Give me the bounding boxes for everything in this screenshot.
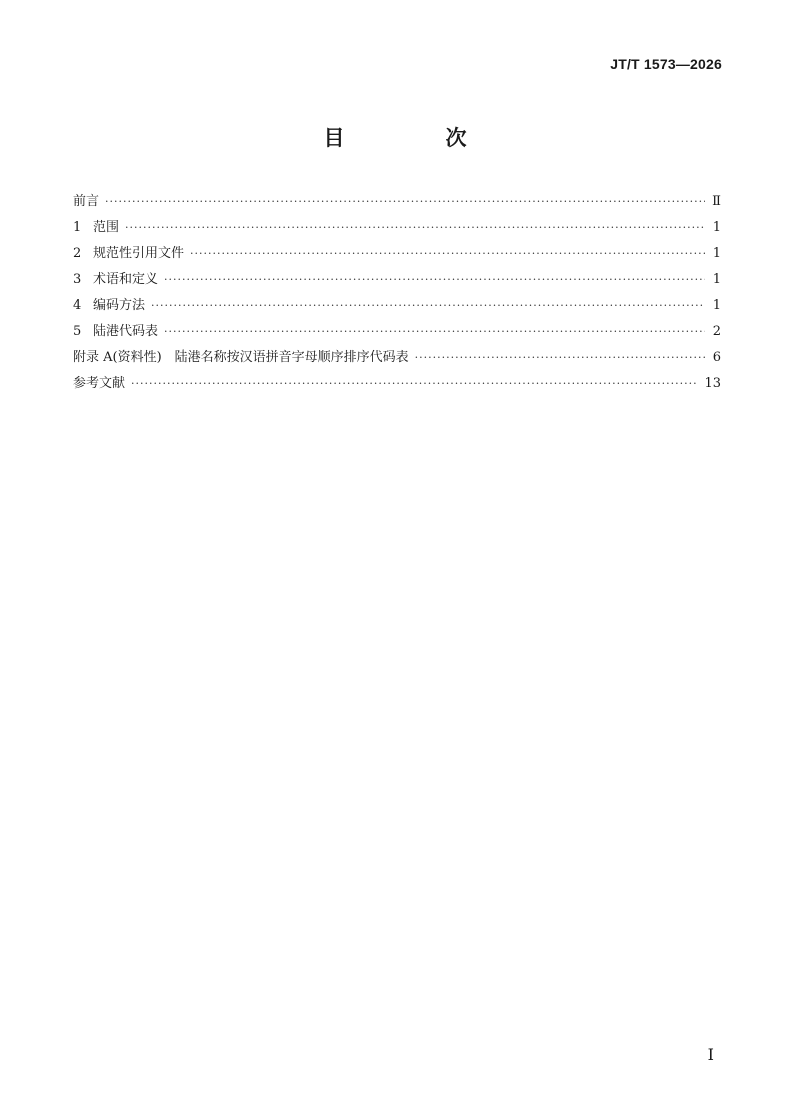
toc-entry-number: 4 [73,298,82,313]
toc-dot-leader [131,377,698,390]
toc-entry-page: 1 [712,220,721,235]
toc-dot-leader [164,273,705,286]
page-number: I [707,1045,714,1064]
toc-dot-leader [125,221,705,234]
toc-entry-page: 6 [712,350,721,365]
toc-entry-number: 3 [73,272,82,287]
toc-entry-label: 参考文献 [73,376,126,391]
table-of-contents [73,190,721,398]
toc-entry-page: 1 [712,272,721,287]
toc-entry-label: 规范性引用文件 [93,246,185,261]
toc-dot-leader [164,325,705,338]
toc-entry[interactable] [73,346,721,372]
toc-entry-page: 13 [704,376,721,391]
toc-dot-leader [190,247,705,260]
toc-dot-leader [415,351,705,364]
toc-entry-page: Ⅱ [712,194,721,209]
standard-code: JT/T 1573—2026 [610,56,722,72]
toc-entry[interactable] [73,372,721,398]
toc-entry[interactable] [73,294,721,320]
page-title: 目 次 [323,126,507,150]
toc-entry-page: 2 [712,324,721,339]
toc-entry-label: 编码方法 [93,298,146,313]
toc-entry[interactable] [73,190,721,216]
toc-entry-page: 1 [712,246,721,261]
toc-entry[interactable] [73,268,721,294]
toc-entry[interactable] [73,242,721,268]
toc-entry-label: 附录 A(资料性) 陆港名称按汉语拼音字母顺序排序代码表 [73,350,409,365]
toc-entry-label: 陆港代码表 [93,324,159,339]
toc-entry[interactable] [73,216,721,242]
toc-entry-number: 1 [73,220,82,235]
toc-entry[interactable] [73,320,721,346]
toc-entry-label: 前言 [73,194,100,209]
toc-dot-leader [151,299,705,312]
toc-entry-number: 5 [73,324,82,339]
toc-entry-label: 术语和定义 [93,272,159,287]
toc-dot-leader [105,195,705,208]
toc-entry-label: 范围 [93,220,120,235]
toc-entry-number: 2 [73,246,82,261]
toc-entry-page: 1 [712,298,721,313]
